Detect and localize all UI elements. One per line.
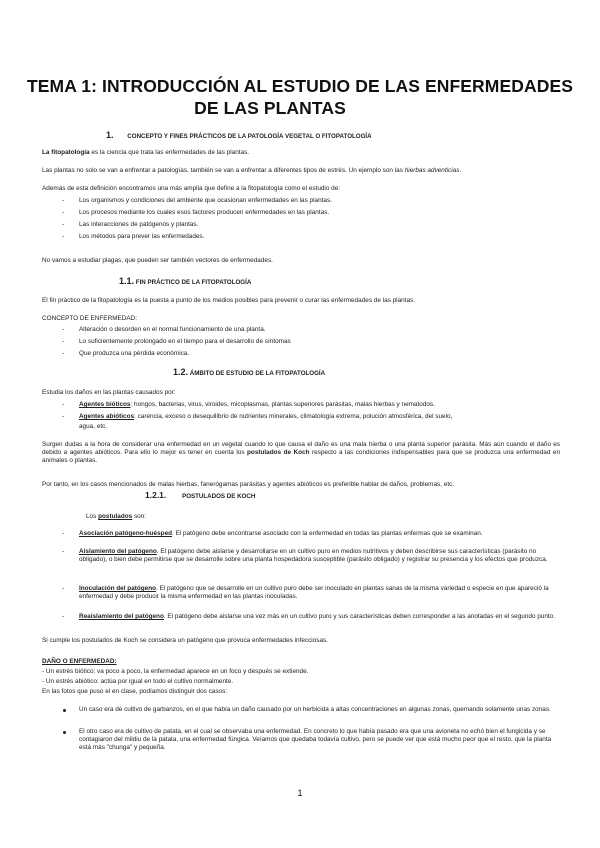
postulado-item xyxy=(79,548,557,564)
postulado-text: . El patógeno debe aislarse y desarrollarse en un cultivo puro en medios nutritivos y deben describirse sus características (parásito no obligado), o bien debe permitirse que se desarrolle sobre una planta hospedadora susceptible (parásito obligado) y registrar su presencia y los efectos que produzca. xyxy=(79,548,548,563)
list-dash: - xyxy=(62,413,65,420)
postulados-intro-start: Los xyxy=(86,513,99,520)
list-dash: - xyxy=(62,350,65,357)
postulados-intro-bold: postulados xyxy=(98,513,133,520)
agentes-bioticos-label: Agentes bióticos xyxy=(79,401,131,408)
stress-paragraph xyxy=(42,167,461,175)
koch-conclusion: Si cumple los postulados de Koch se considera un patógeno que provoca enfermedades infecciosas. xyxy=(42,637,328,644)
bullet-item: El otro caso era de cultivo de patata, en el cual se observaba una enfermedad. En concreto lo que había pasado era que una avioneta no echó bien el fungicida y se contagiaron del mildiu de la patata, una enfermedad fúngica. Veíamos que quedaba todavía cultivo, pero se puede ver que está mucho peor que el resto, que la planta está más "chunga" y pequeña. xyxy=(79,728,552,751)
postulados-intro xyxy=(86,513,146,521)
postulado-label: Reaislamiento del patógeno xyxy=(79,613,164,620)
dudas-paragraph xyxy=(42,441,560,465)
dano-line: - Un estrés abiótico: actúa por igual en todo el cultivo normalmente. xyxy=(42,678,234,685)
section-1-1-number: 1.1. xyxy=(119,276,135,286)
list-item: Lo suficientemente prolongado en el tiempo para el desarrollo de síntomas xyxy=(79,338,291,345)
ambito-intro: Estudia los daños en las plantas causados por: xyxy=(42,389,176,396)
postulado-label: Inoculación del patógeno xyxy=(79,585,157,592)
postulado-text: . El patógeno que se desarrolle en un cultivo puro debe ser inoculado en plantas sanas de la misma variedad o especie en que apareció la enfermedad y debe producir la misma enfermedad en las plantas inoculadas. xyxy=(79,585,549,600)
list-dash: - xyxy=(62,233,65,240)
definition-paragraph xyxy=(42,149,249,157)
dano-heading: DAÑO O ENFERMEDAD: xyxy=(42,658,117,665)
postulados-intro-end: son: xyxy=(132,513,147,520)
dano-line: En las fotos que puso el en clase, podíamos distinguir dos casos: xyxy=(42,688,228,695)
fin-practico-paragraph: El fin práctico de la fitopatología es la puesta a punto de los medios posibles para prevenir o curar las enfermedades de las plantas. xyxy=(42,297,416,304)
postulado-item xyxy=(79,530,557,538)
dudas-text: Surgen dudas a la hora de considerar una enfermedad en un vegetal cuando lo que causa el daño es una mala hierba o una planta superior parásita. Más aún cuando el daño es debido a agentes abióticos. Para ello lo mejor es tener en cuenta los xyxy=(42,441,560,456)
agentes-abioticos-label: Agentes abióticos xyxy=(79,413,135,420)
section-1-1-title: FIN PRÁCTICO DE LA FITOPATOLOGÍA xyxy=(135,279,252,286)
list-dash: - xyxy=(62,338,65,345)
list-dash: - xyxy=(62,209,65,216)
postulado-text: . El patógeno debe encontrarse asociado con la enfermedad en todas las plantas enfermas que se examinan. xyxy=(172,530,483,537)
broad-definition-paragraph: Además de esta definición encontramos una más amplia que define a la fitopatología como el estudio de: xyxy=(42,185,341,192)
postulado-label: Asociación patógeno-huésped xyxy=(79,530,173,537)
list-item: Los procesos mediante los cuales esos factores producen enfermedades en las plantas. xyxy=(79,209,330,216)
plagas-paragraph: No vamos a estudiar plagas, que pueden ser también vectores de enfermedades. xyxy=(42,257,273,264)
postulado-item xyxy=(79,585,557,601)
bullet-dot xyxy=(63,731,66,734)
list-dash: - xyxy=(62,585,65,592)
page-title-line1: TEMA 1: INTRODUCCIÓN AL ESTUDIO DE LAS ENFERMEDADES xyxy=(26,76,573,96)
list-item xyxy=(79,413,452,421)
section-1-heading xyxy=(106,131,372,141)
section-1-2-1-title: POSTULADOS DE KOCH xyxy=(182,493,256,500)
postulado-label: Aislamiento del patógeno xyxy=(79,548,157,555)
list-dash: - xyxy=(62,401,65,408)
list-dash: - xyxy=(62,197,65,204)
dano-line: - Un estrés biótico: va poco a poco, la enfermedad aparece en un foco y después se extiende. xyxy=(42,668,309,675)
postulado-item xyxy=(79,613,557,621)
section-1-2-1-number: 1.2.1. xyxy=(145,490,167,500)
stress-italic: hierbas adventicias xyxy=(404,167,460,174)
list-item: Que produzca una pérdida económica. xyxy=(79,350,190,357)
list-item: Las interacciones de patógenos y plantas. xyxy=(79,221,199,228)
list-dash: - xyxy=(62,548,65,555)
section-1-2-heading xyxy=(173,368,325,378)
section-1-2-number: 1.2. xyxy=(173,367,189,377)
list-dash: - xyxy=(62,530,65,537)
list-item: Los organismos y condiciones del ambiente que ocasionan enfermedades en las plantas. xyxy=(79,197,332,204)
postulados-koch-bold: postulados de Koch xyxy=(247,449,310,456)
section-1-2-1-heading xyxy=(145,491,255,501)
section-1-2-title: ÁMBITO DE ESTUDIO DE LA FITOPATOLOGÍA xyxy=(189,370,326,377)
list-dash: - xyxy=(62,613,65,620)
bullet-dot xyxy=(63,709,66,712)
page-title-line2: DE LAS PLANTAS xyxy=(194,98,346,118)
list-item: Los métodos para prever las enfermedades. xyxy=(79,233,205,240)
list-item: Alteración o desorden en el normal funcionamiento de una planta. xyxy=(79,326,266,333)
bullet-item: Un caso era de cultivo de garbanzos, en el que había un daño causado por un herbicida a altas concentraciones en algunas zonas, quemando solamente unas zonas. xyxy=(79,706,551,713)
definition-text: es la ciencia que trata las enfermedades de las plantas. xyxy=(89,149,250,156)
list-item-continuation: agua, etc. xyxy=(79,423,108,430)
concept-label: CONCEPTO DE ENFERMEDAD: xyxy=(42,315,138,322)
list-item xyxy=(79,401,435,409)
por-tanto-paragraph: Por tanto, en los casos mencionados de malas hierbas, fanerógamas parásitas y agentes abióticos es preferible hablar de daños, problemas, etc. xyxy=(42,481,455,488)
stress-text: Las plantas no solo se van a enfrentar a patologías, también se van a enfrentar a diferentes tipos de estrés. Un ejemplo son las xyxy=(42,167,405,174)
agentes-abioticos-text: : carencia, exceso o desequilibrio de nutrientes minerales, climatología extrema, polución atmosférica, del suelo, xyxy=(134,413,453,420)
section-1-title: CONCEPTO Y FINES PRÁCTICOS DE LA PATOLOGÍA VEGETAL O FITOPATOLOGÍA xyxy=(127,133,372,140)
list-dash: - xyxy=(62,326,65,333)
definition-term: La fitopatología xyxy=(42,149,90,156)
list-dash: - xyxy=(62,221,65,228)
agentes-bioticos-text: : hongos, bacterias, virus, viroides, micoplasmas, plantas superiores parásitas, malas hierbas y nematodos. xyxy=(130,401,435,408)
postulado-text: . El patógeno debe aislarse una vez más en un cultivo puro y sus características deben corresponder a las anotadas en el segundo punto. xyxy=(163,613,556,620)
section-1-1-heading xyxy=(119,277,251,287)
page-number: 1 xyxy=(297,788,303,798)
dudas-end: respecto a las condiciones indispensables para que se produzca una enfermedad en animales o plantas. xyxy=(42,449,560,464)
section-1-number: 1. xyxy=(106,130,114,140)
stress-end: . xyxy=(459,167,462,174)
